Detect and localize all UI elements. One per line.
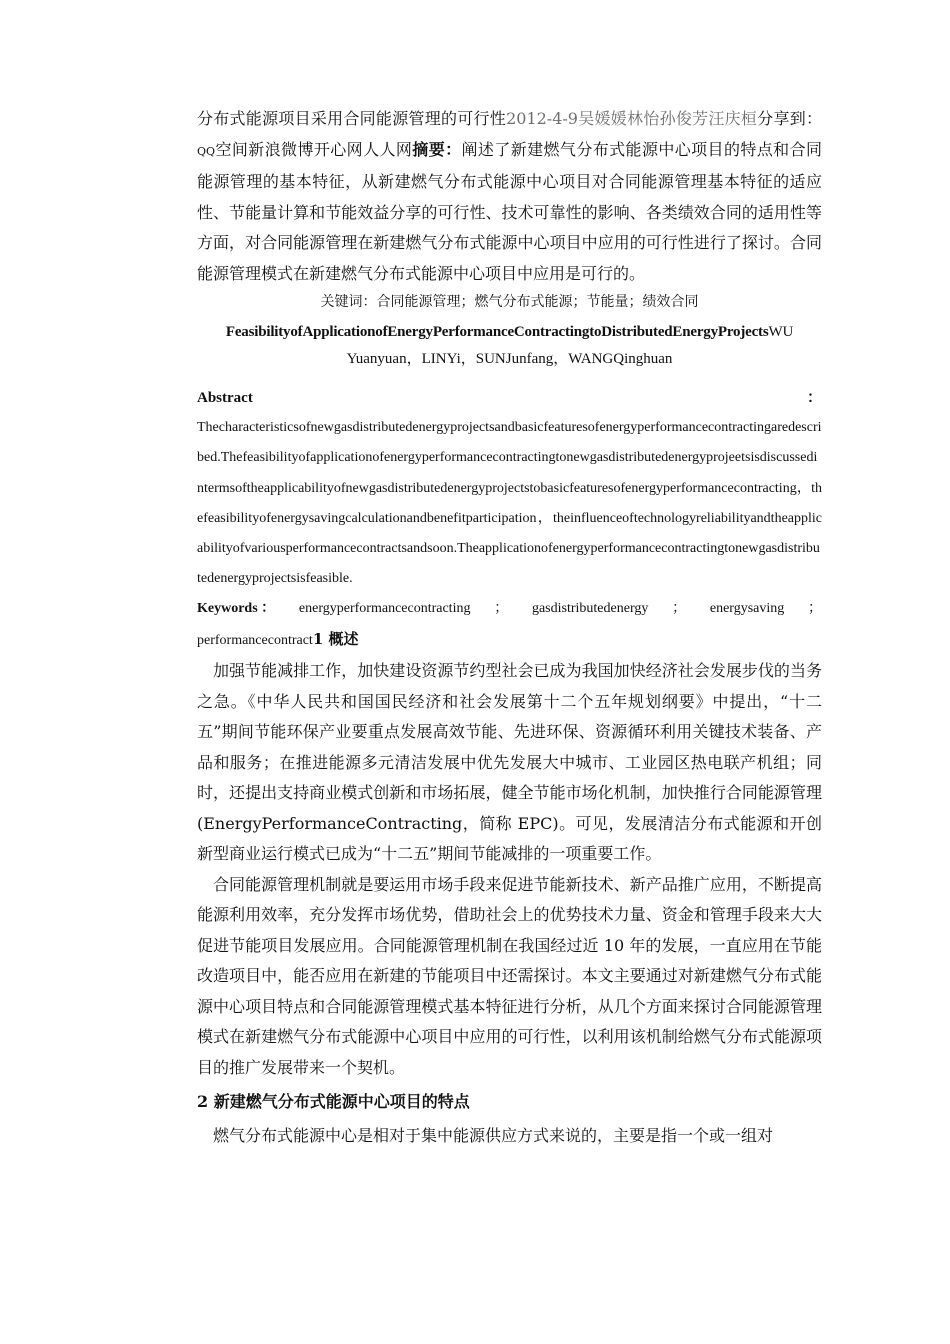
share-targets-links[interactable]: 空间新浪微博开心网人人网: [215, 139, 413, 159]
keyword-sep-2: ；: [672, 601, 687, 617]
keywords-row: [197, 594, 822, 624]
english-keywords: [197, 594, 822, 656]
section-2-heading: 2 新建燃气分布式能源中心项目的特点: [197, 1092, 470, 1112]
abstract-label: Abstract: [197, 390, 253, 406]
keyword-2: gasdistributedenergy: [531, 601, 649, 617]
keywords-colon: ：: [261, 601, 276, 617]
keyword-sep-1: ；: [494, 601, 509, 617]
english-abstract: [197, 383, 822, 594]
abstract-text: Thecharacteristicsofnewgasdistributedenergyprojectsandbasicfeaturesofenergyperformancecontractingaredescribed.Thefeasibilityofapplicationofenergyperformancecontractingtonewgasdistributedenergyprojeetsisdiscussedintermsoftheapplicabilityofnewgasdistributedenergyprojectstobasicfeaturesofenergyperformancecontracting，thefeasibilityofenergysavingcalculationandbenefitparticipation，theinfluenceoftechnologyreliabilityandtheapplicabilityofvariousperformancecontractsandsoon.Theapplicationofenergyperformancecontractingtonewgasdistributedenergyprojectsisfeasible.: [197, 420, 822, 587]
share-label: 分享到：: [757, 109, 822, 128]
article-date: 2012-4-9: [506, 109, 578, 128]
english-title: FeasibilityofApplicationofEnergyPerformanceContractingtoDistributedEnergyProjects: [225, 324, 769, 340]
keywords-row-2: [197, 624, 822, 656]
keyword-3: energysaving: [709, 601, 785, 617]
article-title: 分布式能源项目采用合同能源管理的可行性: [197, 109, 507, 128]
keywords-cn: 关键词：合同能源管理；燃气分布式能源；节能量；绩效合同: [320, 294, 699, 310]
share-qq-link[interactable]: QQ: [197, 144, 216, 158]
abstract-colon: ：: [806, 390, 822, 406]
english-title-tail: WU: [768, 324, 794, 340]
keywords-label: Keywords: [197, 601, 258, 617]
abstract-heading: [197, 383, 822, 413]
intro-paragraph: [197, 104, 822, 289]
section-1-paragraph-1: 加强节能减排工作，加快建设资源节约型社会已成为我国加快经济社会发展步伐的当务之急。《中华人民共和国国民经济和社会发展第十二个五年规划纲要》中提出，“十二五”期间节能环保产业要重点发展高效节能、先进环保、资源循环利用关键技术装备、产品和服务；在推进能源多元清洁发展中优先发展大中城市、工业园区热电联产机组；同时，还提出支持商业模式创新和市场拓展，健全节能市场化机制，加快推行合同能源管理(EnergyPerformanceContracting，简称 EPC)。可见，发展清洁分布式能源和开创新型商业运行模式已成为“十二五”期间节能减排的一项重要工作。: [197, 661, 822, 864]
english-authors: Yuanyuan，LINYi，SUNJunfang，WANGQinghuan: [346, 351, 673, 367]
article-authors: 吴媛媛林怡孙俊芳汪庆桓: [577, 109, 758, 128]
keyword-4: performancecontract: [197, 633, 313, 649]
keyword-1: energyperformancecontracting: [298, 601, 471, 617]
english-title-line: [197, 319, 822, 345]
keyword-sep-3: ；: [808, 601, 822, 617]
document-page: [197, 104, 822, 1152]
abstract-cn-text: 阐述了新建燃气分布式能源中心项目的特点和合同能源管理的基本特征，从新建燃气分布式能源中心项目对合同能源管理基本特征的适应性、节能量计算和节能效益分享的可行性、技术可靠性的影响、各类绩效合同的适用性等方面，对合同能源管理在新建燃气分布式能源中心项目中应用的可行性进行了探讨。合同能源管理模式在新建燃气分布式能源中心项目中应用是可行的。: [197, 139, 822, 283]
section-1-heading: 1 概述: [312, 630, 359, 649]
abstract-cn-label: 摘要：: [412, 139, 462, 159]
section-2-paragraph: 燃气分布式能源中心是相对于集中能源供应方式来说的，主要是指一个或一组对: [213, 1126, 774, 1146]
section-1-paragraph-2: 合同能源管理机制就是要运用市场手段来促进节能新技术、新产品推广应用，不断提高能源利用效率，充分发挥市场优势，借助社会上的优势技术力量、资金和管理手段来大大促进节能项目发展应用。合同能源管理机制在我国经过近 10 年的发展，一直应用在节能改造项目中，能否应用在新建的节能项目中还需探讨。本文主要通过对新建燃气分布式能源中心项目特点和合同能源管理模式基本特征进行分析，从几个方面来探讨合同能源管理模式在新建燃气分布式能源中心项目中应用的可行性，以利用该机制给燃气分布式能源项目的推广发展带来一个契机。: [197, 874, 822, 1077]
